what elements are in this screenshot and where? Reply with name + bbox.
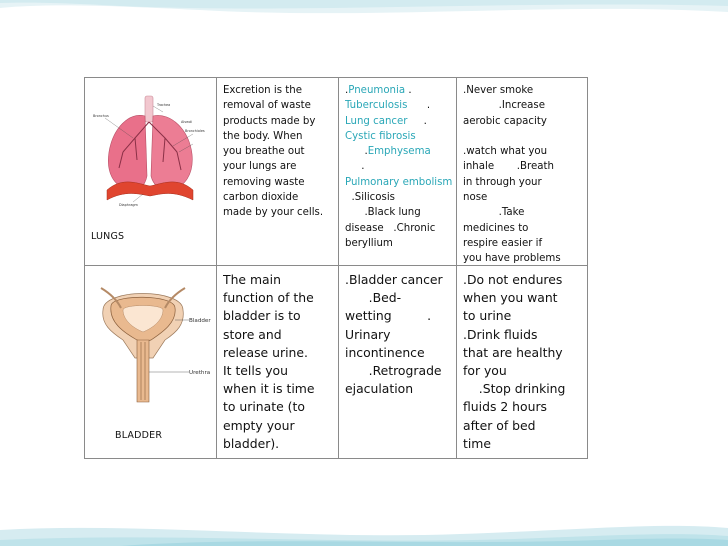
bladder-diseases-text: .Bladder cancer .Bed- wetting . Urinary incontinence .Retrograde ejaculation [345,272,443,397]
disease-line: Tuberculosis . [345,100,431,112]
lungs-illustration [93,90,207,210]
disease-line: .Emphysema [345,146,431,158]
column-divider [216,78,217,458]
disease-name: Tuberculosis [345,100,408,112]
lungs-diseases [345,83,455,263]
right-lung [151,115,192,190]
diaphragm [107,182,193,200]
lungs-image-cell [85,78,216,265]
figure-label-alveoli: Alveoli [181,120,193,124]
disease-name: Lung cancer [345,115,408,127]
figure-label-trachea: Trachea [157,103,171,107]
lungs-label: LUNGS [91,231,125,242]
diseases-rest: .Silicosis .Black lung disease .Chronic beryllium [345,192,436,249]
disease-line: . [345,161,365,173]
lungs-function-text: Excretion is the removal of waste products made by the body. When you breathe out your lungs are removing waste carbon dioxide made by your cells. [223,85,324,219]
bladder-prevention-text: .Do not endures when you want to urine .Drink fluids that are healthy for you .Stop drinking fluids 2 hours after of bed time [463,272,566,451]
urethra [137,340,149,402]
disease-line [345,129,455,144]
left-lung [108,115,147,190]
lungs-prevention-text: .Never smoke .Increase aerobic capacity .watch what you inhale .Breath in through your nose .Take medicines to respire easier if you have problems [463,85,561,263]
disease-name: Emphysema [367,146,431,158]
organ-table [84,77,588,459]
column-divider [338,78,339,458]
disease-name: Pneumonia [348,85,406,96]
trachea [145,96,153,122]
bladder-label: BLADDER [115,430,163,441]
disease-name: Cystic fibrosis [345,130,416,142]
disease-name: Pulmonary embolism [345,176,453,188]
figure-label-bronchus: Bronchus [93,114,109,118]
disease-line [345,175,455,190]
figure-label-diaphragm: Diaphragm [119,203,138,207]
bladder-illustration [93,280,211,410]
disease-line: .Pneumonia . [345,85,412,96]
column-divider [456,78,457,458]
figure-label-bladder: Bladder [189,318,211,324]
bladder-image-cell [85,266,216,458]
figure-label-bronchioles: Bronchioles [185,129,205,133]
bladder-function-text: The main function of the bladder is to store and release urine. It tells you when it is time to urinate (to empty your bladder). [223,272,315,451]
disease-line: Lung cancer . [345,115,427,127]
figure-label-urethra: Urethra [189,370,211,376]
